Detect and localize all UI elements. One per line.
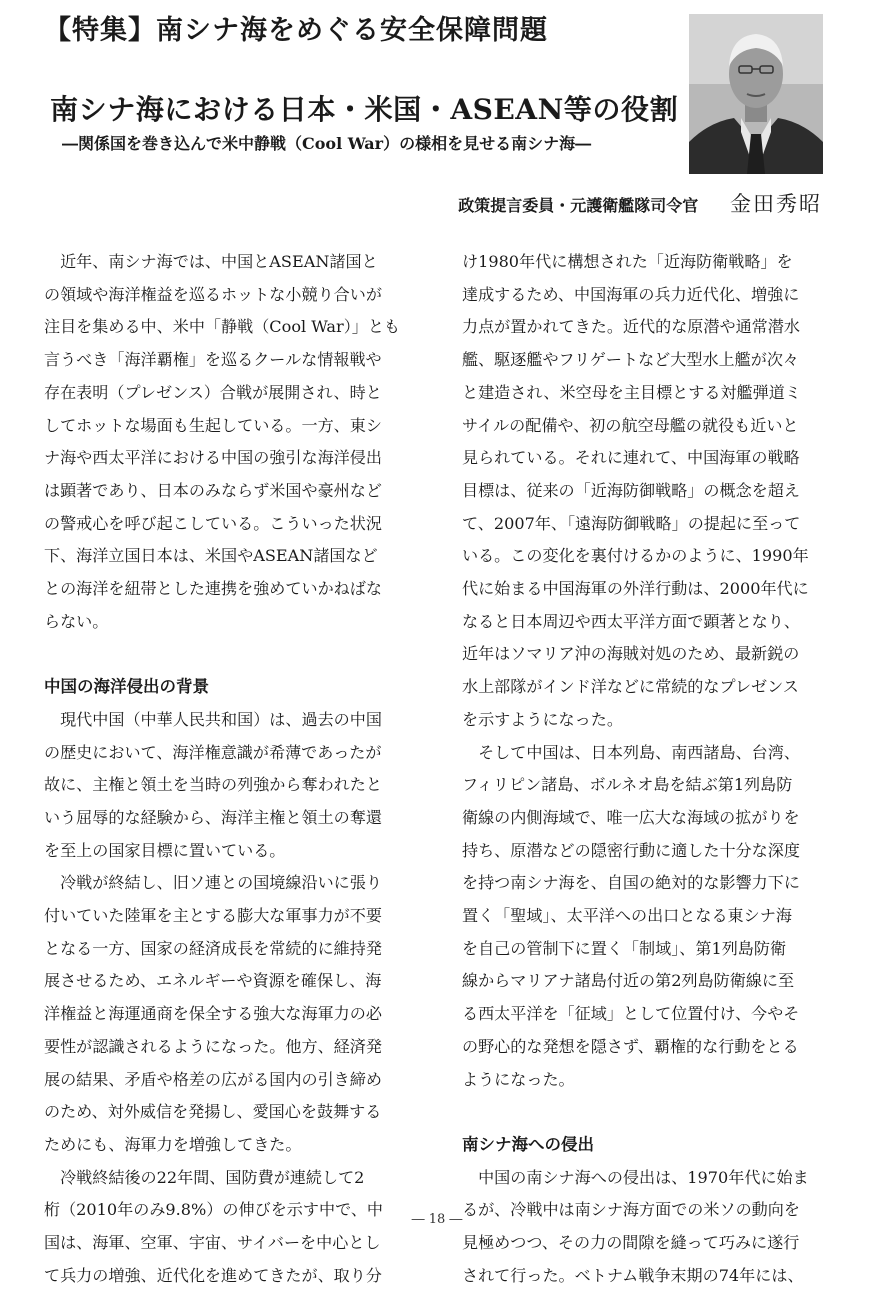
- paragraph-line: と建造され、米空母を主目標とする対艦弾道ミ: [462, 382, 801, 402]
- paragraph-line: を至上の国家目標に置いている。: [44, 840, 286, 860]
- paragraph-line: 国は、海軍、空軍、宇宙、サイバーを中心とし: [44, 1233, 381, 1253]
- paragraph-line: 衛線の内側海域で、唯一広大な海域の拡がりを: [462, 807, 800, 827]
- paragraph-line: 注目を集める中、米中「静戦（Cool War）」とも: [44, 317, 401, 337]
- paragraph-line: 下、海洋立国日本は、米国やASEAN諸国など: [44, 546, 378, 566]
- paragraph-line: サイルの配備や、初の航空母艦の就役も近いと: [462, 415, 799, 435]
- section-heading: 南シナ海への侵出: [462, 1134, 594, 1154]
- paragraph-line: 見られている。それに連れて、中国海軍の戦略: [462, 448, 800, 468]
- paragraph-line: を持つ南シナ海を、自国の絶対的な影響力下に: [462, 873, 800, 893]
- paragraph-line: 言うべき「海洋覇権」を巡るクールな情報戦や: [44, 350, 382, 370]
- paragraph-line: の領域や海洋権益を巡るホットな小競り合いが: [44, 284, 382, 304]
- paragraph-line: 冷戦終結後の22年間、国防費が連続して2: [44, 1167, 365, 1187]
- paragraph-line: らない。: [44, 611, 109, 631]
- paragraph-line: 故に、主権と領土を当時の列強から奪われたと: [44, 775, 382, 795]
- paragraph-line: 洋権益と海運通商を保全する強大な海軍力の必: [44, 1004, 382, 1024]
- paragraph-line: る西太平洋を「征域」として位置付け、今やそ: [462, 1004, 800, 1024]
- paragraph-line: 桁（2010年のみ9.8%）の伸びを示す中で、中: [44, 1200, 384, 1220]
- paragraph-line: 要性が認識されるようになった。他方、経済発: [44, 1036, 382, 1056]
- paragraph-line: の野心的な発想を隠さず、覇権的な行動をとる: [462, 1036, 799, 1056]
- paragraph-gap: [44, 638, 410, 671]
- paragraph-line: 付いていた陸軍を主とする膨大な軍事力が不要: [44, 906, 382, 926]
- paragraph-line: の警戒心を呼び起こしている。こういった状況: [44, 513, 382, 533]
- right-column: [462, 246, 828, 1292]
- paragraph-line: を示すようになった。: [462, 709, 623, 729]
- paragraph-line: 冷戦が終結し、旧ソ連との国境線沿いに張り: [44, 873, 382, 893]
- article-subtitle: ―関係国を巻き込んで米中静戦（Cool War）の様相を見せる南シナ海―: [62, 134, 592, 153]
- paragraph-line: そして中国は、日本列島、南西諸島、台湾、: [462, 742, 800, 762]
- paragraph-line: 存在表明（プレゼンス）合戦が展開され、時と: [44, 382, 382, 402]
- paragraph-line: 目標は、従来の「近海防御戦略」の概念を超え: [462, 480, 800, 500]
- section-heading: 中国の海洋侵出の背景: [44, 677, 209, 697]
- paragraph-line: いる。この変化を裏付けるかのように、1990年: [462, 546, 809, 566]
- paragraph-line: 展の結果、矛盾や格差の広がる国内の引き締め: [44, 1069, 382, 1089]
- paragraph-line: 展させるため、エネルギーや資源を確保し、海: [44, 971, 382, 991]
- page-number: ― 18 ―: [411, 1212, 463, 1227]
- paragraph-line: フィリピン諸島、ボルネオ島を結ぶ第1列島防: [462, 775, 793, 795]
- paragraph-line: となる一方、国家の経済成長を常続的に維持発: [44, 938, 382, 958]
- paragraph-line: 現代中国（中華人民共和国）は、過去の中国: [44, 709, 382, 729]
- paragraph-line: 代に始まる中国海軍の外洋行動は、2000年代に: [462, 579, 809, 599]
- author-photo-image: [689, 14, 823, 174]
- paragraph-line: のため、対外威信を発揚し、愛国心を鼓舞する: [44, 1102, 382, 1122]
- author-role: 政策提言委員・元護衛艦隊司令官: [458, 196, 699, 215]
- paragraph-line: て兵力の増強、近代化を進めてきたが、取り分: [44, 1265, 382, 1285]
- paragraph-line: 中国の南シナ海への侵出は、1970年代に始ま: [462, 1167, 809, 1187]
- paragraph-line: の歴史において、海洋権意識が希薄であったが: [44, 742, 382, 762]
- paragraph-line: 力点が置かれてきた。近代的な原潜や通常潜水: [462, 317, 800, 337]
- paragraph-gap: [462, 1096, 828, 1129]
- paragraph-line: け1980年代に構想された「近海防衛戦略」を: [462, 252, 793, 271]
- paragraph-line: は顕著であり、日本のみならず米国や豪州など: [44, 480, 382, 500]
- paragraph-line: ためにも、海軍力を増強してきた。: [44, 1134, 302, 1154]
- paragraph-line: を自己の管制下に置く「制域」、第1列島防衛: [462, 938, 787, 958]
- paragraph-line: との海洋を紐帯とした連携を強めていかねばな: [44, 579, 382, 599]
- paragraph-line: なると日本周辺や西太平洋方面で顕著となり、: [462, 611, 800, 631]
- paragraph-line: 艦、駆逐艦やフリゲートなど大型水上艦が次々: [462, 350, 800, 370]
- article-title: 南シナ海における日本・米国・ASEAN等の役割: [50, 93, 679, 126]
- paragraph-line: 置く「聖域」、太平洋への出口となる東シナ海: [462, 906, 792, 926]
- paragraph-line: るが、冷戦中は南シナ海方面での米ソの動向を: [462, 1200, 800, 1220]
- series-title: 【特集】南シナ海をめぐる安全保障問題: [44, 15, 548, 46]
- paragraph-line: いう屈辱的な経験から、海洋主権と領土の奪還: [44, 807, 382, 827]
- author-name: 金田秀昭: [730, 192, 822, 216]
- paragraph-line: 近年はソマリア沖の海賊対処のため、最新鋭の: [462, 644, 800, 664]
- paragraph-line: 近年、南シナ海では、中国とASEAN諸国と: [44, 252, 378, 271]
- paragraph-line: 線からマリアナ諸島付近の第2列島防衛線に至: [462, 971, 795, 991]
- paragraph-line: 水上部隊がインド洋などに常続的なプレゼンス: [462, 677, 799, 697]
- author-photo: [689, 14, 823, 174]
- paragraph-line: て、2007年、「遠海防御戦略」の提起に至って: [462, 513, 801, 533]
- paragraph-line: ナ海や西太平洋における中国の強引な海洋侵出: [44, 448, 382, 468]
- paragraph-line: 見極めつつ、その力の間隙を縫って巧みに遂行: [462, 1233, 800, 1253]
- left-column: [44, 246, 410, 1292]
- paragraph-line: ようになった。: [462, 1069, 575, 1089]
- paragraph-line: されて行った。ベトナム戦争末期の74年には、: [462, 1265, 804, 1285]
- paragraph-line: してホットな場面も生起している。一方、東シ: [44, 415, 382, 435]
- paragraph-line: 達成するため、中国海軍の兵力近代化、増強に: [462, 284, 800, 304]
- paragraph-line: 持ち、原潜などの隠密行動に適した十分な深度: [462, 840, 800, 860]
- byline: [458, 188, 822, 218]
